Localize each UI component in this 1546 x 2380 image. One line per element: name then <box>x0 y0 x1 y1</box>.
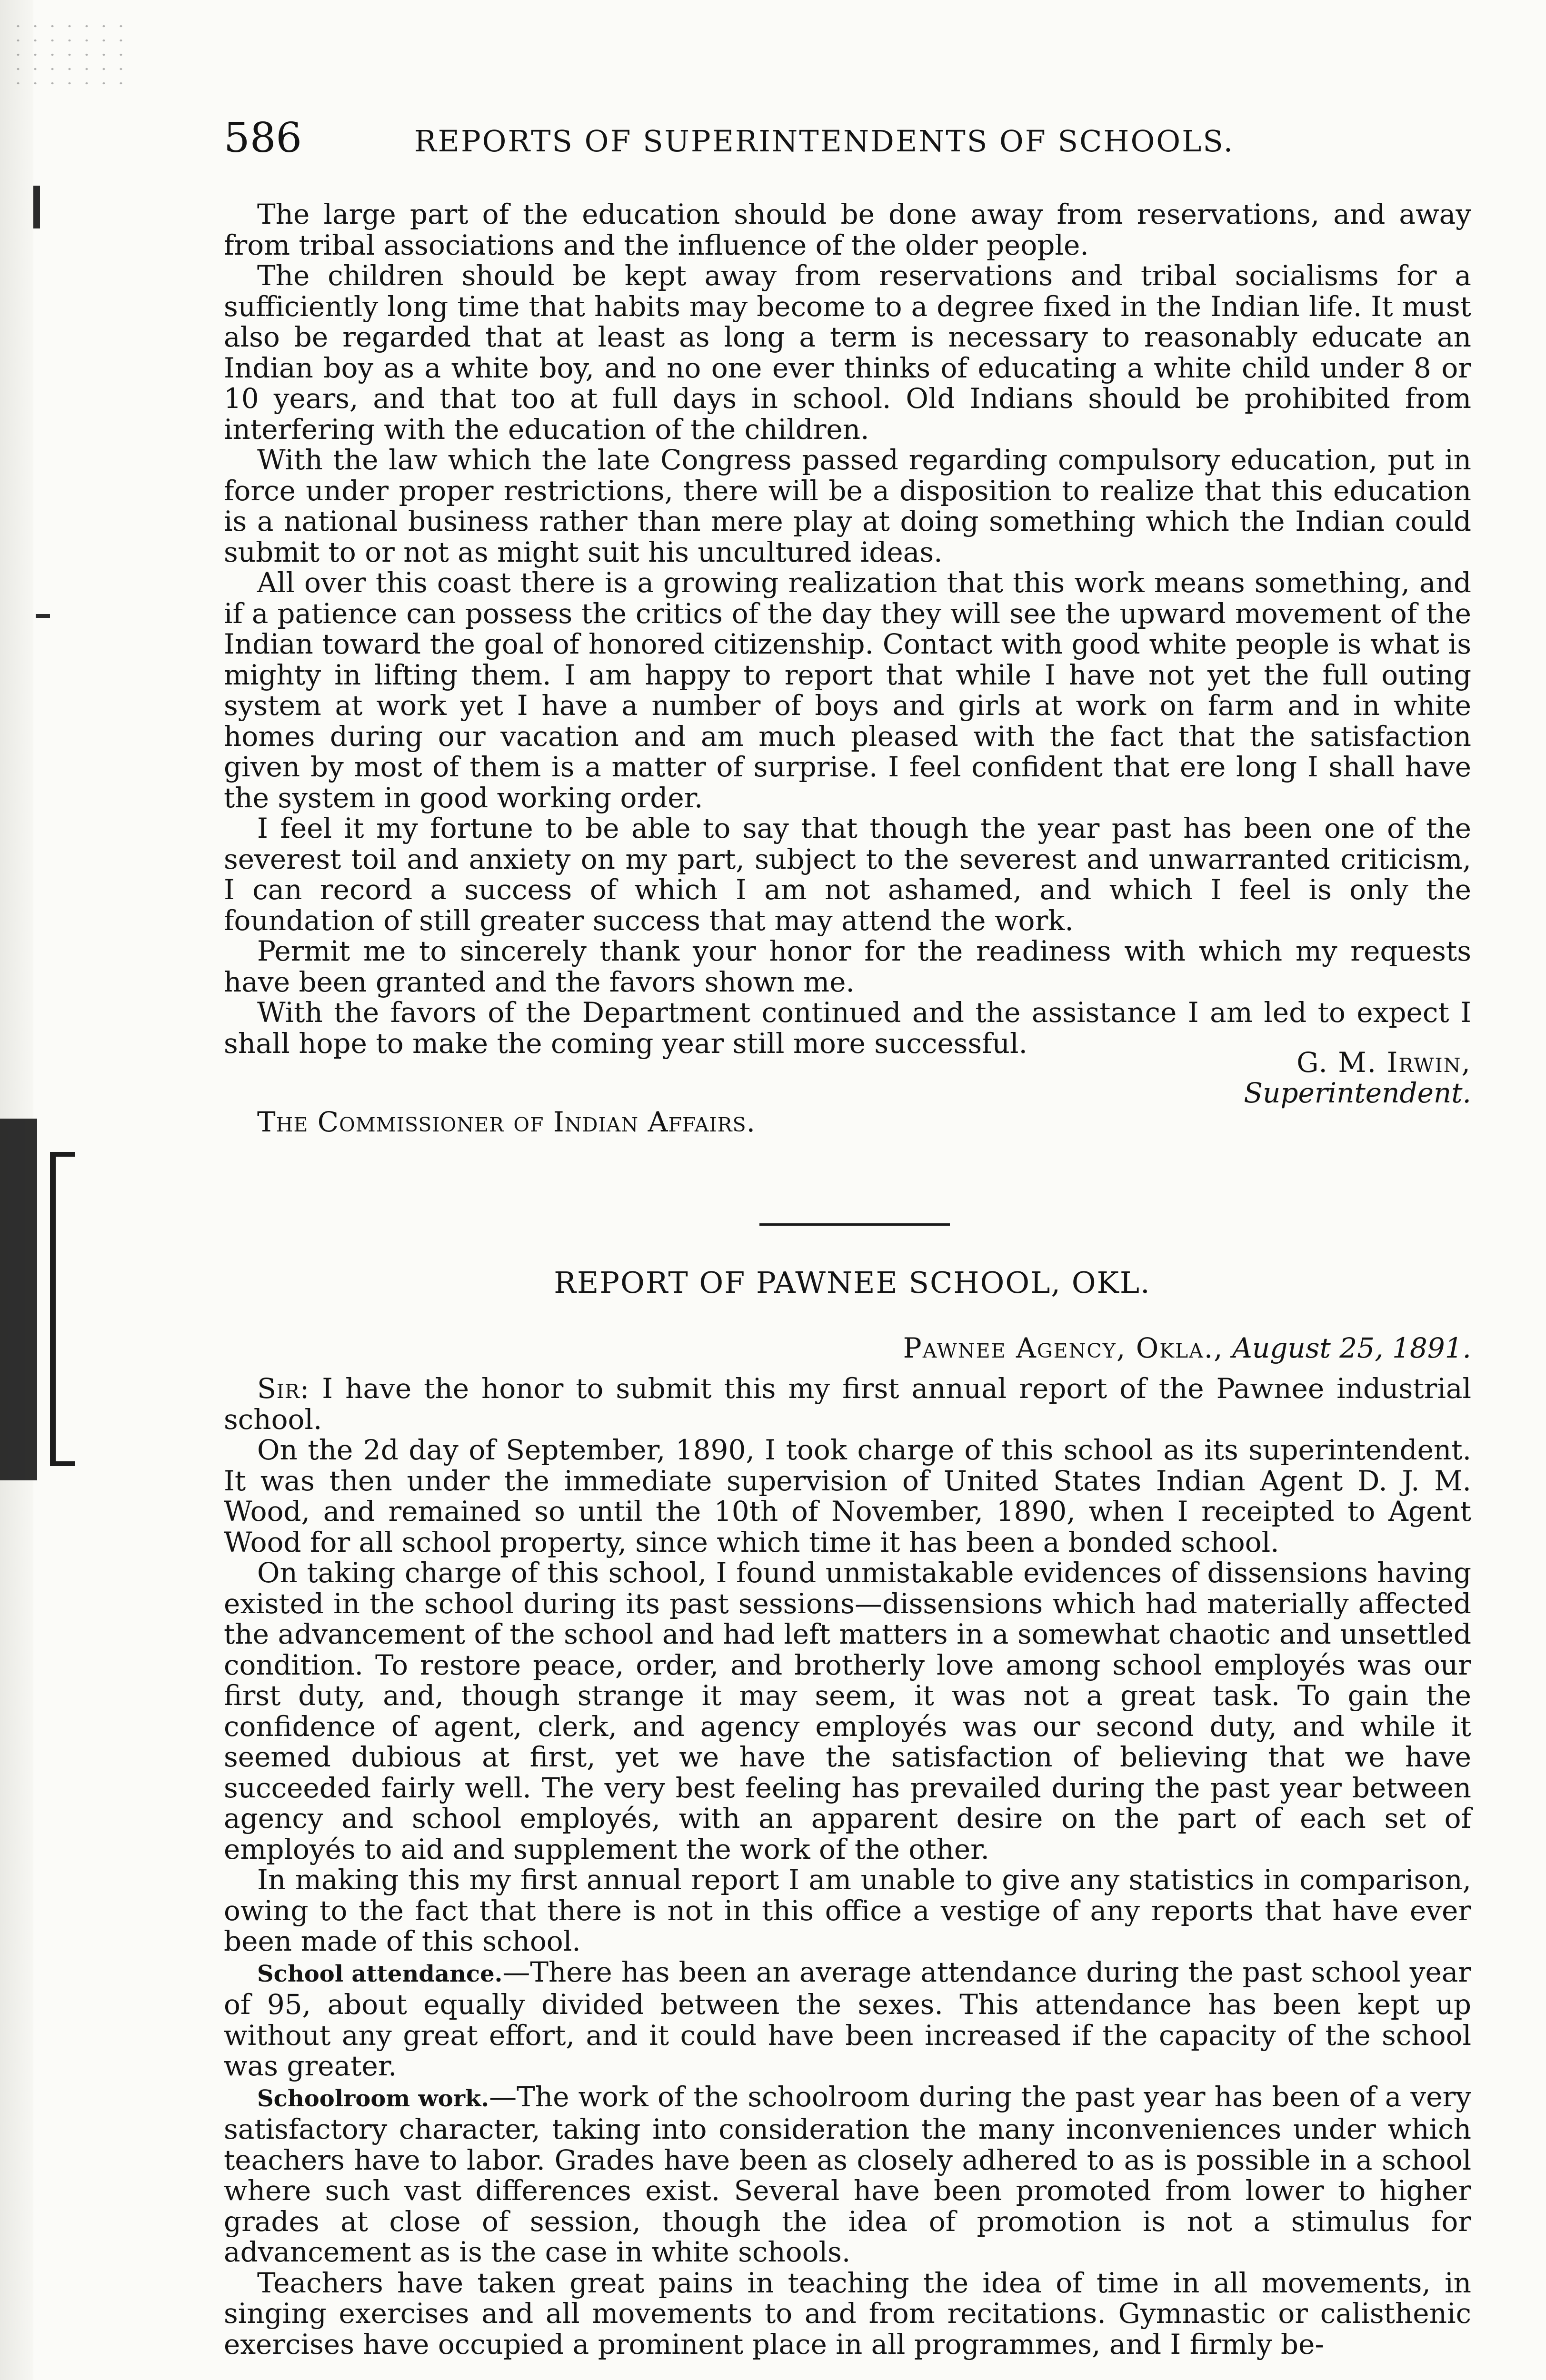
paragraph: I feel it my fortune to be able to say that though the year past has been one of the severest toil and anxiety on my part, subject to the severest and unwarranted criticism, I can record a success of which I am not ashamed, and which I feel is only the foundation of still greater success that may attend the work. <box>224 812 1471 937</box>
signature-name: G. M. Irwin, <box>1297 1046 1471 1079</box>
scan-binding-shadow <box>0 1119 37 1480</box>
paragraph: On the 2d day of September, 1890, I took charge of this school as its superintendent. It was then under the immediate supervision of United States Indian Agent D. J. M. Wood, and remained so until the 10th of November, 1890, when I receipted to Agent Wood for all school property, since which time it has been a bonded school. <box>224 1434 1471 1558</box>
addressee: The Commissioner of Indian Affairs. <box>257 1106 756 1138</box>
running-header <box>214 112 1490 164</box>
paragraph: With the law which the late Congress passed regarding compulsory education, put in force under proper restrictions, there will be a disposition to realize that this education is a national business rather than mere play at doing something which the Indian could submit to or not as might suit his uncultured ideas. <box>224 444 1471 568</box>
paragraph-text: I have the honor to submit this my first annual report of the Pawnee industrial school. <box>224 1372 1471 1436</box>
side-heading-attendance: School attendance. <box>257 1960 503 1987</box>
document-page <box>214 0 1490 2380</box>
paragraph <box>224 1373 1471 1435</box>
report-two-body <box>224 1373 1471 2360</box>
signature-title: Superintendent. <box>1244 1077 1471 1109</box>
paragraph-text: —There has been an average attendance during the past school year of 95, about equally divided between the sexes. This attendance has been kept up without any great effort, and it could have been increased if the capacity of the school was greater. <box>224 1955 1471 2082</box>
report-one-body <box>224 199 1471 1059</box>
paragraph: Teachers have taken great pains in teaching the idea of time in all movements, in singing exercises and all movements to and from recitations. Gymnastic or calisthenic exercises have occupied a prominent place in all programmes, and I firmly be- <box>224 2266 1471 2360</box>
section-divider <box>759 1223 950 1226</box>
side-heading-schoolroom: Schoolroom work. <box>257 2085 489 2112</box>
scan-speckle <box>10 19 133 95</box>
running-title: REPORTS OF SUPERINTENDENTS OF SCHOOLS. <box>414 124 1235 159</box>
paragraph: Permit me to sincerely thank your honor for the readiness with which my requests have been granted and the favors shown me. <box>224 935 1471 998</box>
paragraph: All over this coast there is a growing realization that this work means something, and if a patience can possess the critics of the day they will see the upward movement of the Indian toward the goal of honored citizenship. Contact with good white people is what is mighty in lifting them. I am happy to report that while I have not yet the full outing system at work yet I have a number of boys and girls at work on farm and in white homes during our vacation and am much pleased with the fact that the satisfaction given by most of them is a matter of surprise. I feel confident that ere long I shall have the system in good working order. <box>224 566 1471 814</box>
paragraph: On taking charge of this school, I found unmistakable evidences of dissensions having existed in the school during its past sessions—dissensions which had materially affected the advancement of the school and had left matters in a somewhat chaotic and unsettled condition. To restore peace, order, and brotherly love among school employés was our first duty, and, though strange it may seem, it was not a great task. To gain the confidence of agent, clerk, and agency employés was our second duty, and while it seemed dubious at first, yet we have the satisfaction of believing that we have succeeded fairly well. The very best feeling has prevailed during the past year between agency and school employés, with an apparent desire on the part of each set of employés to aid and supplement the work of the other. <box>224 1557 1471 1865</box>
dateline-date: August 25, 1891. <box>1232 1332 1471 1364</box>
section-title: REPORT OF PAWNEE SCHOOL, OKL. <box>554 1265 1151 1300</box>
paragraph-text: —The work of the schoolroom during the past year has been of a very satisfactory character, taking into consideration the many inconveniences under which teachers have to labor. Grades have been as closely adhered to as is possible in a school where such vast differences exist. Several have been promoted from lower to higher grades at close of session, though the idea of promotion is not a stimulus for advancement as is the case in white schools. <box>224 2080 1472 2268</box>
signature-block <box>1176 1047 1471 1108</box>
dateline <box>903 1333 1471 1363</box>
paragraph <box>224 1957 1471 2082</box>
paragraph <box>224 2082 1471 2268</box>
paragraph: In making this my first annual report I am unable to give any statistics in comparison, owing to the fact that there is not in this office a vestige of any reports that have ever been made of this school. <box>224 1864 1471 1957</box>
scan-mark <box>33 186 40 228</box>
paragraph: The children should be kept away from reservations and tribal socialisms for a sufficiently long time that habits may become to a degree fixed in the Indian life. It must also be regarded that at least as long a term is necessary to reasonably educate an Indian boy as a white boy, and no one ever thinks of educating a white child under 8 or 10 years, and that too at full days in school. Old Indians should be prohibited from interfering with the education of the children. <box>224 259 1471 446</box>
scan-binding-mark <box>50 1152 75 1466</box>
page-number: 586 <box>224 114 302 162</box>
scan-mark <box>36 614 50 618</box>
paragraph: The large part of the education should be done away from reservations, and away from tribal associations and the influence of the older people. <box>224 198 1471 261</box>
salutation: Sir: <box>257 1372 310 1405</box>
dateline-place: Pawnee Agency, Okla., <box>903 1332 1224 1364</box>
paragraph: With the favors of the Department continued and the assistance I am led to expect I shall hope to make the coming year still more successful. <box>224 996 1471 1060</box>
